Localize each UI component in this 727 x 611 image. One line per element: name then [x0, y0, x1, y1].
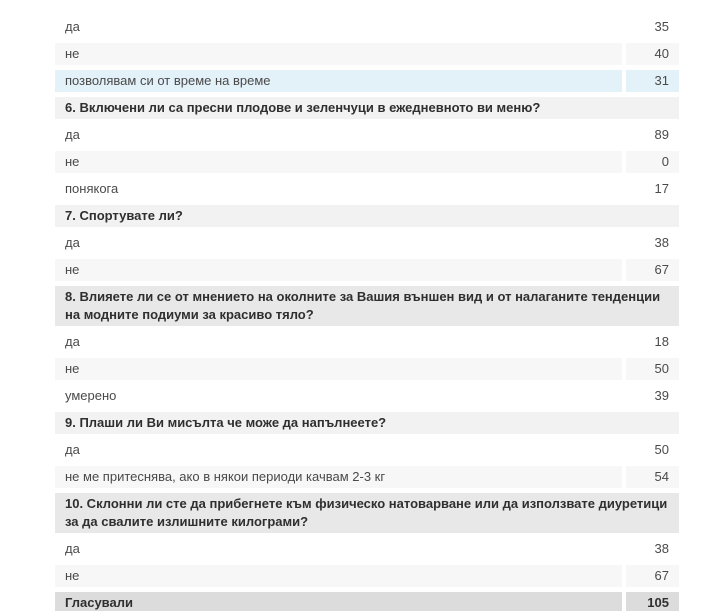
vote-count: 39 — [626, 385, 679, 407]
poll-question-row — [55, 493, 679, 533]
vote-count: 31 — [626, 70, 679, 92]
answer-label: да — [55, 538, 622, 560]
answer-label: да — [55, 232, 622, 254]
poll-answer-row — [55, 70, 679, 92]
vote-count: 67 — [626, 565, 679, 587]
question-label: 7. Спортувате ли? — [55, 205, 679, 227]
poll-answer-row — [55, 151, 679, 173]
poll-answer-row — [55, 538, 679, 560]
vote-count: 17 — [626, 178, 679, 200]
poll-answer-row — [55, 565, 679, 587]
question-label: 8. Влияете ли се от мнението на околните за Вашия външен вид и от налаганите тенденции на модните подиуми за красиво тяло? — [55, 286, 679, 326]
total-label: Гласували — [55, 592, 622, 611]
question-label: 10. Склонни ли сте да прибегнете към физическо натоварване или да използвате диуретици за да свалите излишните килограми? — [55, 493, 679, 533]
answer-label: позволявам си от време на време — [55, 70, 622, 92]
vote-count: 105 — [626, 592, 679, 611]
vote-count: 50 — [626, 439, 679, 461]
vote-count: 38 — [626, 538, 679, 560]
vote-count: 0 — [626, 151, 679, 173]
answer-label: не — [55, 358, 622, 380]
poll-answer-row — [55, 385, 679, 407]
vote-count: 40 — [626, 43, 679, 65]
vote-count: 35 — [626, 16, 679, 38]
answer-label: не — [55, 151, 622, 173]
poll-answer-row — [55, 331, 679, 353]
vote-count: 18 — [626, 331, 679, 353]
poll-answer-row — [55, 43, 679, 65]
question-label: 9. Плаши ли Ви мисълта че може да напълнеете? — [55, 412, 679, 434]
answer-label: не — [55, 565, 622, 587]
vote-count: 38 — [626, 232, 679, 254]
answer-label: да — [55, 331, 622, 353]
poll-total-row — [55, 592, 679, 611]
poll-question-row — [55, 97, 679, 119]
poll-answer-row — [55, 439, 679, 461]
vote-count: 54 — [626, 466, 679, 488]
poll-answer-row — [55, 358, 679, 380]
answer-label: не ме притеснява, ако в някои периоди качвам 2-3 кг — [55, 466, 622, 488]
poll-results-table — [55, 16, 679, 611]
vote-count: 50 — [626, 358, 679, 380]
poll-answer-row — [55, 466, 679, 488]
question-label: 6. Включени ли са пресни плодове и зеленчуци в ежедневното ви меню? — [55, 97, 679, 119]
poll-answer-row — [55, 16, 679, 38]
poll-answer-row — [55, 232, 679, 254]
poll-answer-row — [55, 178, 679, 200]
poll-question-row — [55, 286, 679, 326]
answer-label: не — [55, 43, 622, 65]
vote-count: 89 — [626, 124, 679, 146]
answer-label: да — [55, 124, 622, 146]
poll-question-row — [55, 412, 679, 434]
answer-label: да — [55, 439, 622, 461]
poll-answer-row — [55, 259, 679, 281]
answer-label: да — [55, 16, 622, 38]
answer-label: умерено — [55, 385, 622, 407]
vote-count: 67 — [626, 259, 679, 281]
poll-question-row — [55, 205, 679, 227]
answer-label: понякога — [55, 178, 622, 200]
poll-answer-row — [55, 124, 679, 146]
answer-label: не — [55, 259, 622, 281]
